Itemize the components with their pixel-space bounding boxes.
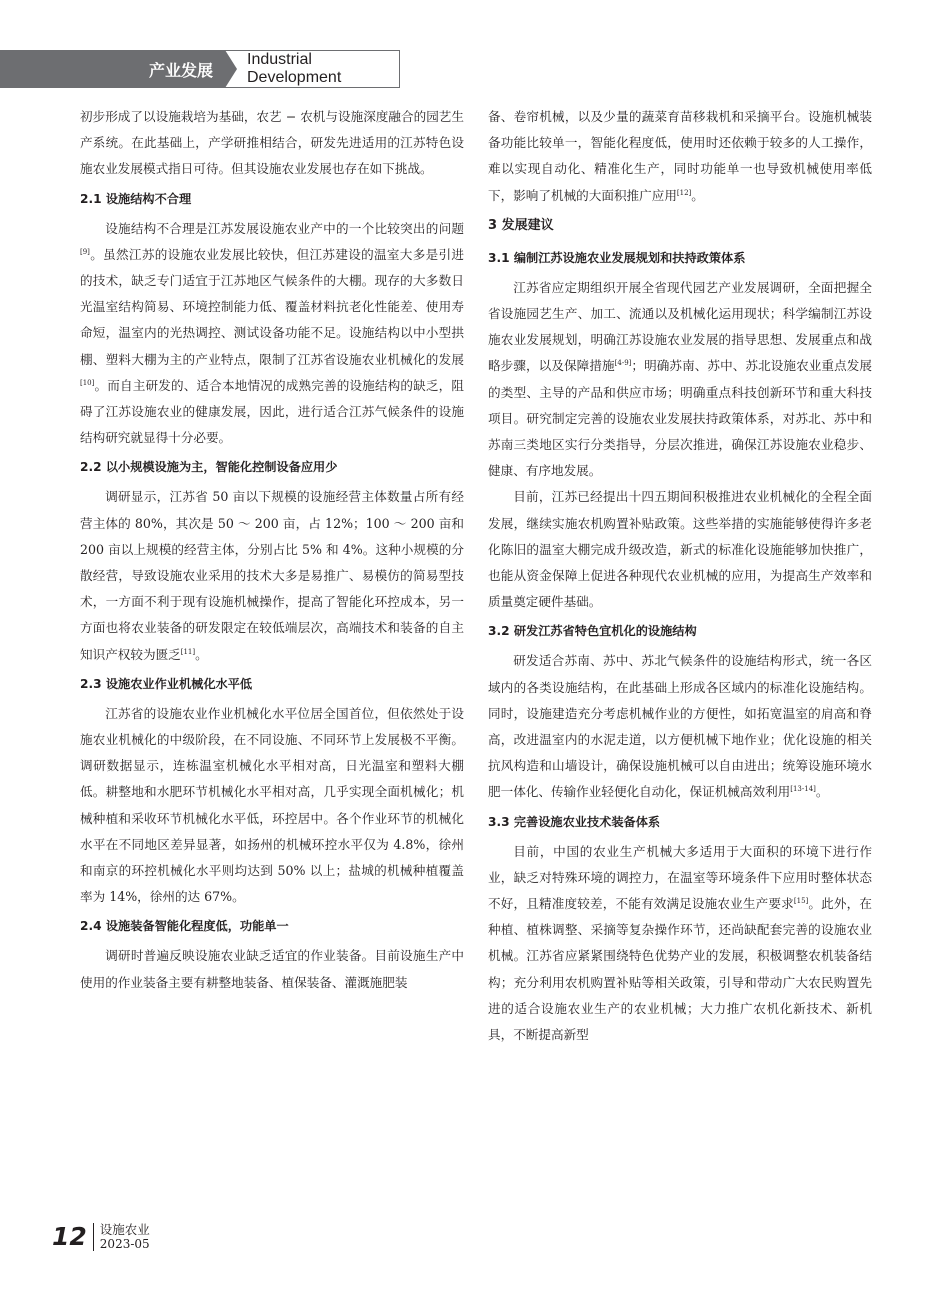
paragraph-3-1-a — [488, 275, 872, 485]
paragraph-3-2 — [488, 648, 872, 805]
citation-ref: [10] — [80, 378, 95, 387]
text-span: 目前，中国的农业生产机械大多适用于大面积的环境下进行作业，缺乏对特殊环境的调控力，在温室等环境条件下应用时整体状态不好，且精准度较差，不能有效满足设施农业生产要求 — [488, 843, 872, 912]
continued-paragraph — [488, 104, 872, 209]
header-arrow-icon — [225, 50, 237, 88]
text-span: 研发适合苏南、苏中、苏北气候条件的设施结构形式，统一各区域内的各类设施结构，在此基础上形成各区域内的标准化设施结构。同时，设施建造充分考虑机械作业的方便性，如拓宽温室的肩高和脊高，改进温室内的水泥走道，以方便机械下地作业；优化设施的相关抗风构造和山墙设计，确保设施机械可以自由进出；统筹设施环境水肥一体化、传输作业轻便化自动化，保证机械高效利用 — [488, 653, 872, 800]
heading-2-4: 2.4 设施装备智能化程度低，功能单一 — [80, 919, 289, 934]
citation-ref: [9] — [80, 247, 90, 256]
text-span: 。而自主研发的、适合本地情况的成熟完善的设施结构的缺乏，阻碍了江苏设施农业的健康发展，因此，进行适合江苏气候条件的设施结构研究就显得十分必要。 — [80, 377, 464, 446]
intro-paragraph: 初步形成了以设施栽培为基础，农艺 − 农机与设施深度融合的园艺生产系统。在此基础上，产学研推相结合，研发先进适用的江苏特色设施农业发展模式指日可待。但其设施农业发展也存在如下挑战。 — [80, 109, 464, 177]
text-span: 。虽然江苏的设施农业发展比较快，但江苏建设的温室大多是引进的技术，缺乏专门适宜于江苏地区气候条件的大棚。现存的大多数日光温室结构简易、环境控制能力低、覆盖材料抗老化性能差、使用寿命短，温室内的光热调控、测试设备功能不足。设施结构以中小型拱棚、塑料大棚为主的产业特点，限制了江苏省设施农业机械化的发展 — [80, 246, 464, 367]
page-number: 12 — [52, 1223, 94, 1251]
section-header — [0, 50, 400, 88]
heading-2-1: 2.1 设施结构不合理 — [80, 191, 192, 206]
heading-3: 3 发展建议 — [488, 217, 554, 233]
citation-ref: [15] — [793, 897, 809, 906]
section-title-en: Industrial Development — [225, 50, 400, 88]
paragraph-2-3: 江苏省的设施农业作业机械化水平位居全国首位，但依然处于设施农业机械化的中级阶段，在不同设施、不同环节上发展极不平衡。调研数据显示，连栋温室机械化水平相对高，日光温室和塑料大棚低。耕整地和水肥环节机械化水平相对高，几乎实现全面机械化；机械种植和采收环节机械化水平低，环控居中。各个作业环节的机械化水平在不同地区差异显著，如扬州的机械环控水平仅为 4.8%，徐州和南京的环控机械化水平则均达到 50% 以上；盐城的机械种植覆盖率为 14%，徐州的达 67%。 — [80, 705, 464, 905]
heading-2-2: 2.2 以小规模设施为主，智能化控制设备应用少 — [80, 460, 338, 475]
paragraph-3-1-b: 目前，江苏已经提出十四五期间积极推进农业机械化的全程全面发展，继续实施农机购置补贴政策。这些举措的实施能够使得许多老化陈旧的温室大棚完成升级改造，新式的标准化设施能够加快推广，也能从资金保障上促进各种现代农业机械的应用，为提高生产效率和质量奠定硬件基础。 — [488, 489, 872, 610]
journal-issue: 2023-05 — [99, 1237, 150, 1251]
paragraph-2-2 — [80, 484, 464, 667]
heading-3-2: 3.2 研发江苏省特色宜机化的设施结构 — [488, 624, 697, 639]
paragraph-2-1 — [80, 216, 464, 452]
citation-ref: [4-9] — [614, 359, 632, 368]
text-span: 江苏省应定期组织开展全省现代园艺产业发展调研，全面把握全省设施园艺生产、加工、流通以及机械化运用现状；科学编制江苏设施农业发展规划，明确江苏设施农业发展的指导思想、发展重点和战略步骤，以及保障措施 — [488, 279, 872, 374]
citation-ref: [13-14] — [790, 785, 816, 794]
citation-ref: [12] — [676, 188, 692, 197]
text-span: 。 — [815, 784, 829, 800]
text-span: 设施结构不合理是江苏发展设施农业产中的一个比较突出的问题 — [105, 220, 464, 236]
page-footer — [52, 1223, 150, 1251]
right-column — [488, 104, 872, 1048]
paragraph-2-4: 调研时普遍反映设施农业缺乏适宜的作业装备。目前设施生产中使用的作业装备主要有耕整地装备、植保装备、灌溉施肥装 — [80, 948, 464, 990]
heading-2-3: 2.3 设施农业作业机械化水平低 — [80, 676, 253, 691]
text-span: ；明确苏南、苏中、苏北设施农业重点发展的类型、主导的产品和供应市场；明确重点科技创新环节和重大科技项目。研究制定完善的设施农业发展扶持政策体系，对苏北、苏中和苏南三类地区实行分类指导，分层次推进，确保江苏设施农业稳步、健康、有序地发展。 — [488, 358, 873, 479]
journal-info — [94, 1223, 150, 1251]
text-span: 。 — [195, 646, 208, 662]
left-column — [80, 104, 464, 996]
heading-3-1: 3.1 编制江苏设施农业发展规划和扶持政策体系 — [488, 250, 746, 265]
text-span: 。此外，在种植、植株调整、采摘等复杂操作环节，还尚缺配套完善的设施农业机械。江苏省应紧紧围绕特色优势产业的发展，积极调整农机装备结构；充分利用农机购置补贴等相关政策，引导和带动广大农民购置先进的适合设施农业生产的农业机械；大力推广农机化新技术、新机具，不断提高新型 — [488, 896, 873, 1043]
text-span: 。 — [691, 187, 704, 203]
journal-name: 设施农业 — [99, 1222, 150, 1237]
heading-3-3: 3.3 完善设施农业技术装备体系 — [488, 814, 661, 829]
text-span: 调研显示，江苏省 50 亩以下规模的设施经营主体数量占所有经营主体的 80%，其次是 50 ～ 200 亩，占 12%；100 ～ 200 亩和 200 亩以上规模的经营主体，分别占比 5% 和 4%。这种小规模的分散经营，导致设施农业采用的技术大多是易推广、易模仿的简易型技术，一方面不利于现有设施机械操作，提高了智能化环控成本，另一方面也将农业装备的研发限定在较低端层次，高端技术和装备的自主知识产权较为匮乏 — [80, 489, 464, 662]
text-span: 备、卷帘机械，以及少量的蔬菜育苗移栽机和采摘平台。设施机械装备功能比较单一，智能化程度低，使用时还依赖于较多的人工操作，难以实现自动化、精准化生产，同时功能单一也导致机械使用率低下，影响了机械的大面积推广应用 — [488, 109, 872, 203]
paragraph-3-3 — [488, 839, 872, 1049]
section-title-cn: 产业发展 — [0, 50, 225, 88]
citation-ref: [11] — [180, 647, 196, 656]
